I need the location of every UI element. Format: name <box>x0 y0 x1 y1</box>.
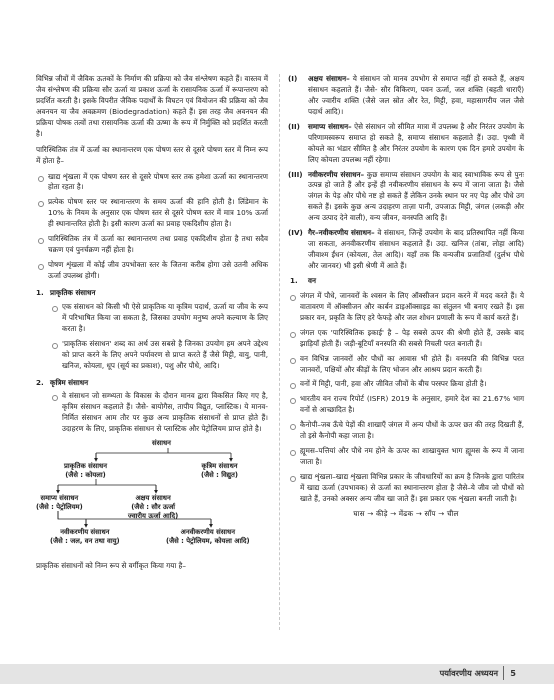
list-item: 'प्राकृतिक संसाधन' शब्द का अर्थ उस सबसे है जिनका उपयोग हम अपने उद्देश्य को प्राप्त करने के लिए अपने पर्यावरण से प्राप्त करते हैं जैसे मिट्टी, वायु, पानी, खनिज, कोयला, धूप (सूर्य का प्रकाश), पशु और पौधे, आदि। <box>50 339 268 372</box>
list-item: खाद्य शृंखला–खाद्य शृंखला विभिन्न प्रकार के जीवधारियों का क्रम है जिनके द्वारा पारितंत्र में खाद्य ऊर्जा (उपभावक) से ऊर्जा का स्थानान्तरण होता है जैसे–ये जीव जो पौधों को खाते हैं, उनको अक्सर अन्य जीव खा जाते हैं। इस प्रकार एक शृंखला बनती जाती है। <box>288 472 524 505</box>
list-item: (I) अक्षय संसाधन– ये संसाधन जो मानव उपभोग से समाप्त नहीं हो सकते हैं, अक्षय संसाधन कहलाते हैं। जैसे- सौर विकिरण, पवन ऊर्जा, जल शक्ति (बहती धाराएँ) और ज्वारीय शक्ति (जैसे जल स्रोत और रेत, मिट्टी, हवा, महासागरीय जल जैसे पदार्थ आदि)। <box>288 74 524 116</box>
section-title: प्राकृतिक संसाधन <box>50 287 96 297</box>
food-chain-example: घास → कीड़े → मेंढक → साँप → चील <box>353 508 459 518</box>
page-body <box>36 74 524 634</box>
list-item: प्रत्येक पोषण स्तर पर स्थानान्तरण के समय ऊर्जा की हानि होती है। लिंडेमान के 10% के नियम के अनुसार एक पोषण स्तर से दूसरे पोषण स्तर में मात्र 10% ऊर्जा ही स्थानान्तरित होती है। इसी कारण ऊर्जा का प्रवाह एकदिशीय होता है। <box>36 197 268 230</box>
diagram-root: संसाधन <box>152 439 171 448</box>
list-item: जंगल एक 'पारिस्थितिक इकाई' है – पेड़ सबसे ऊपर की श्रेणी होते हैं, उसके बाद झाड़ियाँ होती हैं। जड़ी-बूटियाँ वनस्पति की सबसे निचली परत बनाती हैं। <box>288 328 524 350</box>
arrow-root <box>96 448 231 461</box>
left-column <box>36 74 268 577</box>
list-item: (II) समाप्य संसाधन– ऐसे संसाधन जो सीमित मात्रा में उपलब्ध है और निरंतर उपयोग के परिणामस्वरूप समाप्त हो सकते है, समाप्य संसाधन कहलाते हैं। उदा. पृथ्वी में कोयले का भंडार सीमित है और निरंतर उपयोग के कारण एक दिन हमारे उपयोग के लिए कोयला उपलब्ध नहीं रहेगा। <box>288 121 525 164</box>
list-item: (III) नवीकरणीय संसाधन– कुछ समाप्य संसाधन उपयोग के बाद स्वाभाविक रूप से पुनः उत्पन्न हो जाते हैं और इन्हें ही नवीकरणीय संसाधन के रूप में जाना जाता है। जैसे जंगल के पेड़ और पौधे नष्ट हो सकते हैं लेकिन उनके स्थान पर नए पेड़ और पौधे उग सकते हैं। इसके कुछ अन्य उदाहरण ताज़ा पानी, उपजाऊ मिट्टी, जंगल (लकड़ी और अन्य उत्पाद देने वाली), वन्य जीवन, वनस्पति आदि हैं। <box>288 169 524 223</box>
list-item: (IV) गैर–नवीकरणीय संसाधन– वे संसाधन, जिन्हें उपयोग के बाद प्रतिस्थापित नहीं किया जा सकता, अनवीकरणीय संसाधन कहलाते हैं। उदा. खनिज (तांबा, लोहा आदि) जीवाश्म ईंधन (कोयला, तेल आदि)। यहाँ तक कि वन्यजीव प्रजातियाँ (दुर्लभ पौधे और जानवर) भी इसी श्रेणी में आते हैं। <box>288 228 525 270</box>
list-item: कैनोपी–जब ऊँचे पेड़ों की शाखाएँ जंगल में अन्य पौधों के ऊपर छत की तरह दिखती हैं, तो इसे कैनोपी कहा जाता है। <box>288 420 524 442</box>
section-heading-natural <box>36 288 268 299</box>
intro-paragraph: विभिन्न जीवों में जैविक ऊतकों के निर्माण की प्रक्रिया को जैव संश्लेषण कहते हैं। वास्तव में जैव संश्लेषण की प्रक्रिया सौर ऊर्जा या प्रकाश ऊर्जा के रासायनिक ऊर्जा में रूपान्तरण को प्रदर्शित करती है। इसके विपरीत जैविक पदार्थों के विघटन एवं वियोजन की प्रक्रिया को जैव अवनयन या जैव अवक्रमण (Biodegradation) कहते हैं। इस तरह जैव अवनयन की प्रक्रिया पोषक तत्वों तथा रासायनिक ऊर्जा की ऊष्मा के रूप में निर्मुक्ति को प्रदर्शित करती है। <box>36 74 268 138</box>
column-divider <box>279 74 280 630</box>
right-column <box>288 74 524 520</box>
list-item: खाद्य शृंखला में एक पोषण स्तर से दूसरे पोषण स्तर तक हमेशा ऊर्जा का स्थानान्तरण होता रहता है। <box>36 172 268 194</box>
list-item: जंगल में पौधे, जानवरों के श्वसन के लिए ऑक्सीजन प्रदान करने में मदद करते हैं। ये वातावरण में ऑक्सीजन और कार्बन डाइऑक्साइड का संतुलन भी बनाए रखते हैं। इस प्रकार वन, प्रकृति के लिए हरे फेफड़े और जल शोधन प्रणाली के रूप में कार्य करते हैं। <box>288 291 524 324</box>
section-number: 1. <box>36 287 44 297</box>
list-item: वन विभिन्न जानवरों और पौधों का आवास भी होते हैं। वनस्पति की विभिन्न परत जानवरों, पक्षियों और कीड़ों के लिए भोजन और आश्रय प्रदान करती हैं। <box>288 354 524 376</box>
diagram-node-exhaustible: समाप्य संसाधन (जैसे : पेट्रोलियम) <box>36 494 83 512</box>
footer-separator <box>503 666 504 680</box>
section-number: 2. <box>36 377 44 387</box>
diagram-node-renewable: नवीकरणीय संसाधन (जैसे : जल, वन तथा वायु) <box>50 528 120 546</box>
classification-intro: प्राकृतिक संसाधनों को निम्न रूप से वर्गीकृत किया गया है– <box>36 561 186 571</box>
section-heading-artificial <box>36 378 268 389</box>
list-item: पोषण शृंखला में कोई जीव उपभोक्ता स्तर के जितना करीब होगा उसे उतनी अधिक ऊर्जा उपलब्ध होगी। <box>36 260 268 282</box>
list-item: एक संसाधन को किसी भी ऐसे प्राकृतिक या कृत्रिम पदार्थ, ऊर्जा या जीव के रूप में परिभाषित किया जा सकता है, जिसका उपयोग मनुष्य अपने कल्याण के लिए करता है। <box>50 302 268 335</box>
list-item: पारिस्थितिक तंत्र में ऊर्जा का स्थानान्तरण तथा प्रवाह एकदिशीय होता है तथा सदैव चक्रण एवं पुनर्चक्रण नहीं होता है। <box>36 234 268 256</box>
section-title: कृत्रिम संसाधन <box>50 377 89 387</box>
resource-classification-diagram <box>36 439 268 557</box>
energy-transfer-paragraph: पारिस्थितिक तंत्र में ऊर्जा का स्थानान्तरण एक पोषण स्तर से दूसरे पोषण स्तर में निम्न रूप में होता है– <box>36 144 268 165</box>
list-item: भारतीय वन राज्य रिपोर्ट (ISFR) 2019 के अनुसार, हमारे देश का 21.67% भाग वनों से आच्छादित है। <box>288 394 524 416</box>
diagram-node-artificial: कृत्रिम संसाधन (जैसे : विद्युत) <box>201 462 238 480</box>
section-heading-forest: 1. वन <box>290 275 316 285</box>
diagram-node-inexhaustible: अक्षय संसाधन (जैसे : सौर ऊर्जा ज्वारीय ऊर्जा आदि) <box>128 494 179 520</box>
diagram-node-natural: प्राकृतिक संसाधन (जैसे : कोयला) <box>64 462 107 480</box>
page-number: 5 <box>510 668 516 678</box>
footer-title: पर्यावरणीय अध्ययन <box>439 668 498 678</box>
diagram-node-nonrenewable: अनवीकरणीय संसाधन (जैसे : पेट्रोलियम, कोयला आदि) <box>166 528 250 546</box>
list-item: ह्यूमस–पत्तियां और पौधे नम होने के ऊपर का शाखायुक्त भाग ह्यूमस के रूप में जाना जाता है। <box>288 446 524 468</box>
list-item: वनों में मिट्टी, पानी, हवा और जीवित जीवों के बीच परस्पर क्रिया होती है। <box>288 379 524 390</box>
list-item: वे संसाधन जो सम्भ्यता के विकास के दौरान मानव द्वारा विकसित किए गए है, कृत्रिम संसाधन कहलाते हैं। जैसे- बायोगैस, तापीय विद्युत, प्लास्टिक। ये मानव-निर्मित संसाधन आम तौर पर कुछ अन्य प्राकृतिक संसाधनों से प्राप्त होते हैं। उदाहरण के लिए, प्राकृतिक संसाधन से प्लास्टिक और पेट्रोलियम प्राप्त होते है। <box>50 391 268 435</box>
